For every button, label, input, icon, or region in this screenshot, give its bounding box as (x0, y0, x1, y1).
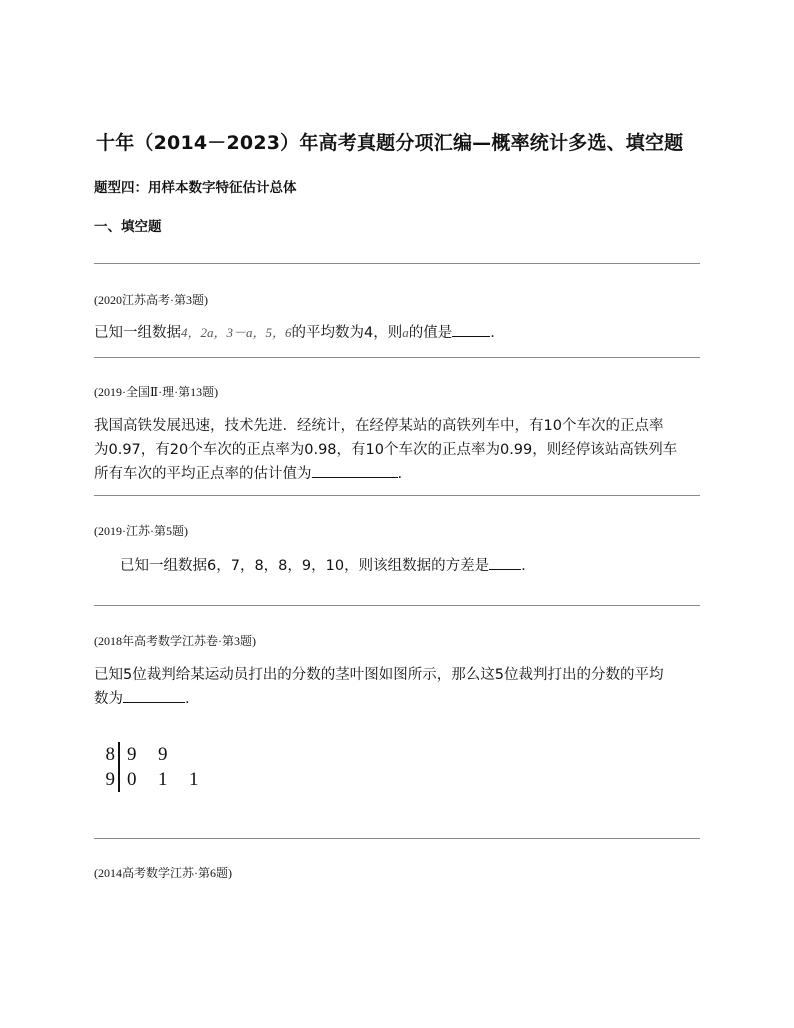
section-heading: 一、填空题 (94, 219, 162, 235)
question-source: (2020江苏高考·第3题) (94, 293, 208, 307)
answer-blank[interactable] (489, 554, 521, 570)
divider (94, 605, 700, 606)
question-source: (2019·全国Ⅱ·理·第13题) (94, 385, 219, 399)
stem-leaf-row (98, 742, 220, 767)
answer-blank[interactable] (452, 321, 490, 337)
answer-blank[interactable] (123, 687, 185, 703)
question-source: (2018年高考数学江苏卷·第3题) (94, 634, 256, 648)
stem-leaf-plot (98, 742, 220, 792)
stem-value: 9 (105, 769, 115, 790)
math-variable: a (402, 325, 409, 340)
stem-divider (118, 742, 120, 767)
leaf-value: 1 (189, 769, 199, 790)
stem-value: 8 (105, 744, 115, 765)
question-source: (2014高考数学江苏·第6题) (94, 866, 232, 880)
leaf-value: 0 (127, 769, 137, 790)
divider (94, 495, 700, 496)
question-text: 已知5位裁判给某运动员打出的分数的茎叶图如图所示，那么这5位裁判打出的分数的平均 数为 . (94, 667, 664, 707)
stem-divider (118, 767, 120, 792)
question-source: (2019·江苏·第5题) (94, 524, 188, 538)
leaf-value: 9 (158, 744, 168, 765)
divider (94, 838, 700, 839)
answer-blank[interactable] (312, 462, 398, 478)
math-expression: 4，2a，3－a，5，6 (181, 325, 292, 340)
question-type-heading: 题型四：用样本数字特征估计总体 (94, 180, 297, 196)
question-text: 已知一组数据4，2a，3－a，5，6的平均数为4，则a的值是 . (94, 321, 704, 345)
leaf-value: 9 (127, 744, 137, 765)
divider (94, 357, 700, 358)
leaf-value: 1 (158, 769, 168, 790)
question-text: 已知一组数据6，7，8，8，9，10，则该组数据的方差是 . (120, 554, 730, 578)
divider (94, 263, 700, 264)
stem-leaf-row (98, 767, 220, 792)
document-title: 十年（2014－2023）年高考真题分项汇编—概率统计多选、填空题 (96, 132, 684, 154)
question-text: 我国高铁发展迅速，技术先进．经统计，在经停某站的高铁列车中，有10个车次的正点率 为0.97，有20个车次的正点率为0.98，有10个车次的正点率为0.99，则经停该站高铁列车 所有车次的平均正点率的估计值为 . (94, 418, 678, 482)
